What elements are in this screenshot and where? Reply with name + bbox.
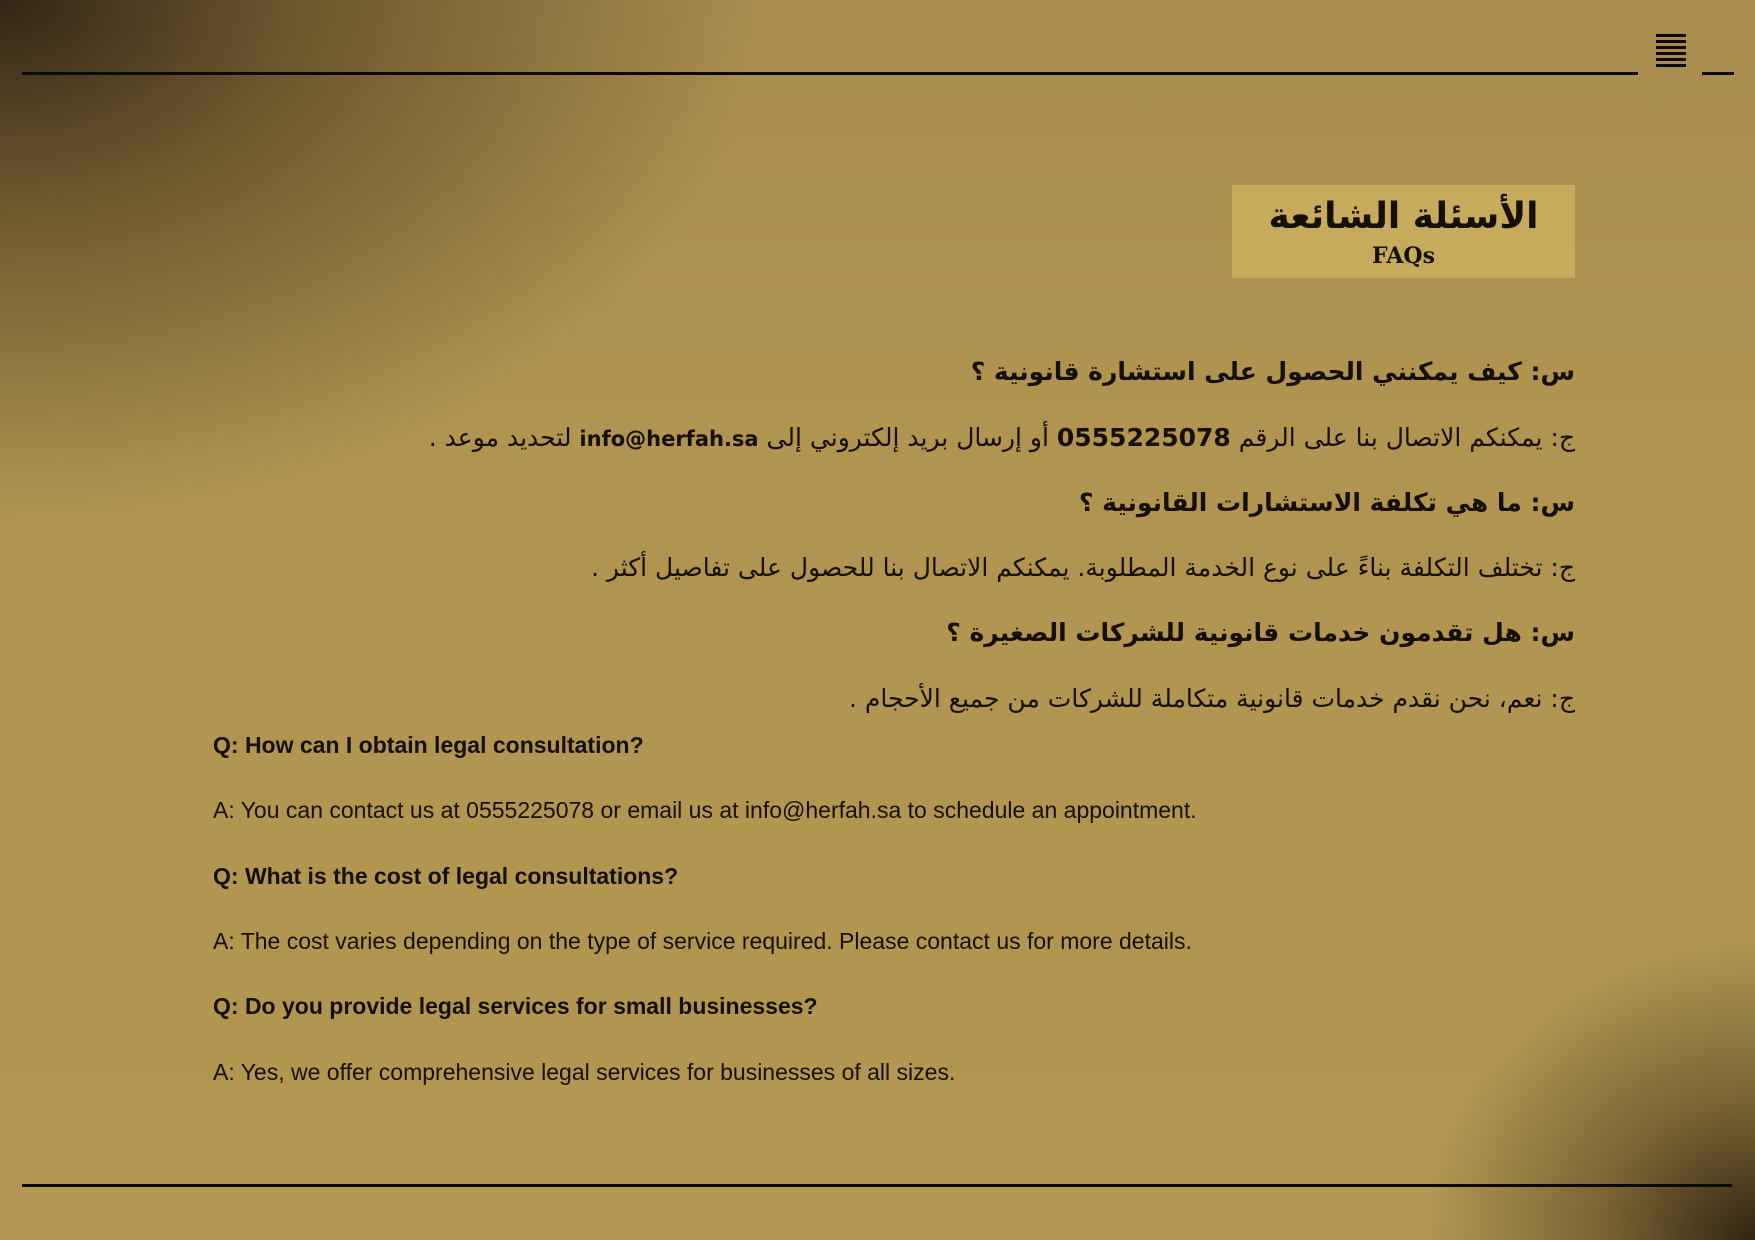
faq-en-answer-2: A: The cost varies depending on the type of service required. Please contact us for more details. bbox=[213, 928, 1192, 954]
page-title-english: FAQs bbox=[1372, 243, 1435, 269]
faq-ar-answer-1 bbox=[429, 421, 1575, 456]
faq-ar-question-2: س: ما هي تكلفة الاستشارات القانونية ؟ bbox=[1078, 488, 1575, 517]
faq-ar-answer-1-suffix: لتحديد موعد . bbox=[428, 423, 572, 452]
faq-ar-answer-2: ج: تختلف التكلفة بناءً على نوع الخدمة المطلوبة. يمكنكم الاتصال بنا للحصول على تفاصيل أكثر . bbox=[591, 553, 1575, 582]
top-divider-end bbox=[1702, 72, 1734, 75]
faq-ar-question-1: س: كيف يمكنني الحصول على استشارة قانونية ؟ bbox=[970, 357, 1575, 386]
faq-ar-answer-1-middle: أو إرسال بريد إلكتروني إلى bbox=[766, 423, 1049, 452]
faq-en-question-1: Q: How can I obtain legal consultation? bbox=[213, 732, 644, 758]
faq-en-answer-1: A: You can contact us at 0555225078 or email us at info@herfah.sa to schedule an appointment. bbox=[213, 797, 1197, 823]
faq-ar-answer-3: ج: نعم، نحن نقدم خدمات قانونية متكاملة للشركات من جميع الأحجام . bbox=[849, 684, 1575, 713]
faq-ar-answer-1-phone: 0555225078 bbox=[1056, 423, 1231, 452]
page-title-arabic: الأسئلة الشائعة bbox=[1268, 196, 1539, 237]
bottom-divider bbox=[22, 1184, 1732, 1187]
page-title-box bbox=[1232, 185, 1575, 278]
faq-ar-answer-1-email: info@herfah.sa bbox=[579, 427, 759, 451]
faq-ar-question-3: س: هل تقدمون خدمات قانونية للشركات الصغيرة ؟ bbox=[946, 618, 1575, 647]
top-divider bbox=[22, 72, 1638, 75]
faq-en-answer-3: A: Yes, we offer comprehensive legal services for businesses of all sizes. bbox=[213, 1059, 956, 1085]
faq-en-question-3: Q: Do you provide legal services for small businesses? bbox=[213, 993, 818, 1019]
faq-ar-answer-1-prefix: ج: يمكنكم الاتصال بنا على الرقم bbox=[1238, 423, 1575, 452]
faq-en-question-2: Q: What is the cost of legal consultations? bbox=[213, 863, 679, 889]
menu-icon[interactable] bbox=[1656, 34, 1686, 76]
